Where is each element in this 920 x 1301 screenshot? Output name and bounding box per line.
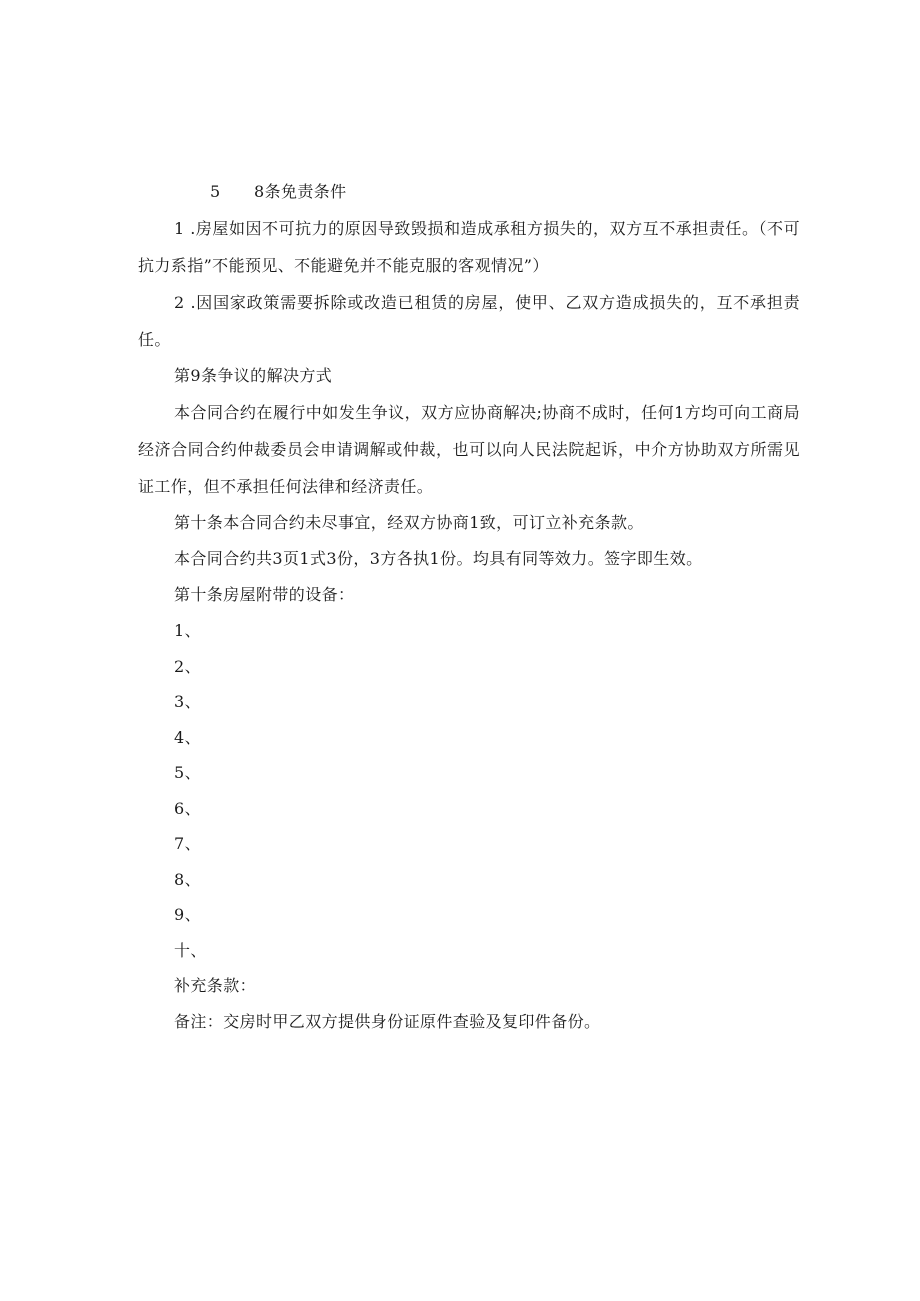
clause-8-number: 5 xyxy=(210,182,221,201)
clause-9-body: 本合同合约在履行中如发生争议，双方应协商解决;协商不成时，任何1方均可向工商局经济合同合约仲裁委员会申请调解或仲裁，也可以向人民法院起诉，中介方协助双方所需见证工作，但不承担任何法律和经济责任。 xyxy=(138,403,800,496)
clause-8-heading xyxy=(138,174,800,210)
list-item: 5、 xyxy=(174,763,201,782)
clause-9-heading: 第9条争议的解决方式 xyxy=(174,366,333,385)
equipment-heading: 第十条房屋附带的设备： xyxy=(174,585,355,604)
supplementary-terms-label: 补充条款： xyxy=(174,976,257,995)
clause-10-copies: 本合同合约共3页1式3份，3方各执1份。均具有同等效力。签字即生效。 xyxy=(174,549,703,568)
list-item: 3、 xyxy=(174,692,201,711)
clause-8-title: 8条免责条件 xyxy=(254,182,347,201)
list-item: 9、 xyxy=(174,905,201,924)
list-item: 6、 xyxy=(174,798,201,818)
clause-8-item-1: 1 .房屋如因不可抗力的原因导致毁损和造成承租方损失的，双方互不承担责任。（不可抗力系指”不能预见、不能避免并不能克服的客观情况”） xyxy=(138,219,800,275)
list-item: 十、 xyxy=(174,940,207,960)
list-item: 2、 xyxy=(174,656,201,676)
clause-10-supplement: 第十条本合同合约未尽事宜，经双方协商1致，可订立补充条款。 xyxy=(174,513,644,532)
equipment-list xyxy=(138,613,800,968)
list-item: 7、 xyxy=(174,834,201,853)
list-item: 4、 xyxy=(174,727,201,747)
clause-8-item-2: 2 .因国家政策需要拆除或改造已租赁的房屋，使甲、乙双方造成损失的，互不承担责任。 xyxy=(138,293,800,349)
list-item: 8、 xyxy=(174,869,201,889)
list-item: 1、 xyxy=(174,621,201,640)
remark: 备注：交房时甲乙双方提供身份证原件查验及复印件备份。 xyxy=(174,1012,601,1031)
document-body xyxy=(138,174,800,1040)
